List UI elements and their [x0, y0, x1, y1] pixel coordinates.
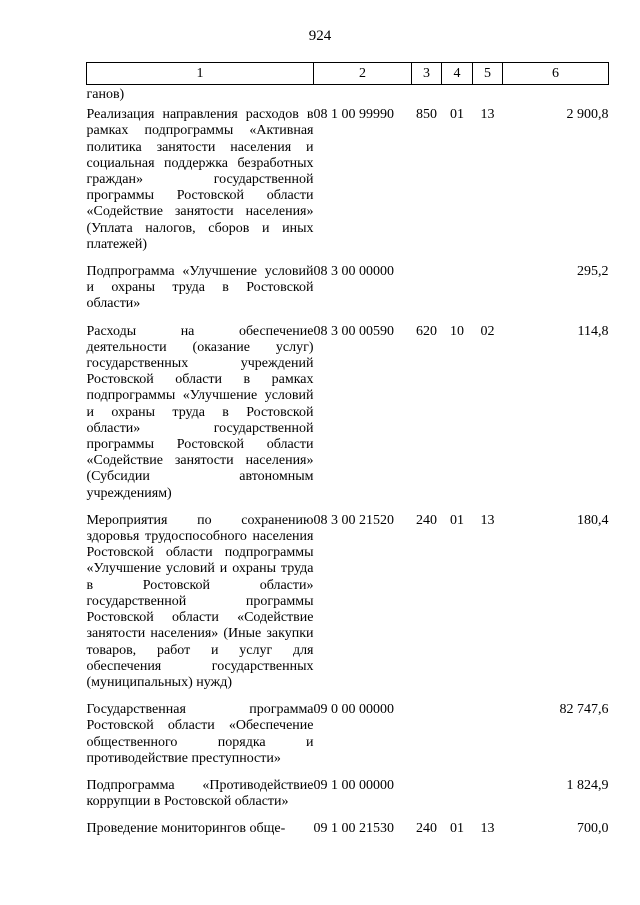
page-number: 924: [308, 28, 332, 44]
row-c4: [442, 778, 473, 821]
header-row: [87, 63, 609, 85]
row-code: 08 3 00 00000: [313, 264, 394, 280]
row-amount: 295,2: [577, 264, 609, 280]
row-amount: 2 900,8: [566, 107, 609, 123]
row-c3: 240: [416, 512, 437, 528]
budget-table: [86, 62, 609, 849]
column-header: 2: [314, 63, 412, 85]
row-c3: 240: [416, 821, 437, 837]
row-code: 08 3 00 21520: [313, 512, 394, 528]
row-amount: 1 824,9: [566, 777, 609, 793]
table-row: [87, 324, 609, 513]
row-description: ганов): [86, 87, 125, 102]
row-code: 08 1 00 99990: [313, 107, 394, 123]
row-c3: 620: [416, 323, 437, 339]
column-header: 4: [442, 63, 473, 85]
row-c5: 13: [480, 512, 495, 528]
row-code: 09 1 00 21530: [313, 821, 394, 837]
column-header: 3: [412, 63, 442, 85]
table-row: [87, 85, 609, 108]
row-c5: 02: [480, 323, 495, 339]
row-c5: [473, 85, 503, 108]
row-amount: 700,0: [577, 821, 609, 837]
table-row: [87, 107, 609, 264]
row-c5: [473, 264, 503, 324]
row-c4: 10: [450, 323, 464, 339]
row-amount: 180,4: [577, 512, 609, 528]
row-c5: 13: [480, 821, 495, 837]
row-description: Проведение мониторингов обще-: [86, 821, 286, 837]
row-code: 08 3 00 00590: [313, 323, 394, 339]
table-row: [87, 778, 609, 821]
row-c5: 13: [480, 107, 495, 123]
row-code: 09 1 00 00000: [313, 777, 394, 793]
row-c4: [442, 85, 473, 108]
row-c3: [412, 778, 442, 821]
row-c4: [442, 702, 473, 778]
column-header: 6: [503, 63, 609, 85]
row-amount: 114,8: [577, 323, 609, 339]
row-c3: [412, 702, 442, 778]
row-c3: [412, 85, 442, 108]
row-description: Расходы на обеспечение деятельности (оказание услуг) государственных учреждений Ростовской области в рамках подпрограммы «Улучшение условий и охраны труда в Ростовской области» государственной программы Ростовской области «Содействие занятости населения» (Субсидии автономным учреждениям): [86, 323, 314, 501]
row-description: Мероприятия по сохранению здоровья трудоспособного населения Ростовской области подпрограммы «Улучшение условий и охраны труда в Ростовской области» государственной программы Ростовской области «Содействие занятости населения» (Иные закупки товаров, работ и услуг для обеспечения государственных (муниципальных) нужд): [86, 512, 314, 690]
table-row: [87, 264, 609, 324]
row-code: 09 0 00 00000: [313, 702, 394, 718]
row-c4: 01: [450, 107, 464, 123]
row-description: Подпрограмма «Противодействие коррупции в Ростовской области»: [86, 777, 314, 810]
row-description: Подпрограмма «Улучшение условий и охраны труда в Ростовской области»: [86, 264, 314, 312]
row-c4: [442, 264, 473, 324]
row-c4: 01: [450, 512, 464, 528]
row-description: Реализация направления расходов в рамках подпрограммы «Активная политика занятости населения и социальная поддержка безработных граждан» государственной программы Ростовской области «Содействие занятости населения» (Уплата налогов, сборов и иных платежей): [86, 107, 314, 252]
row-c5: [473, 702, 503, 778]
row-c3: [412, 264, 442, 324]
row-code: [314, 85, 412, 108]
row-c3: 850: [416, 107, 437, 123]
row-c5: [473, 778, 503, 821]
column-header: 5: [473, 63, 503, 85]
table-row: [87, 821, 609, 848]
row-description: Государственная программа Ростовской области «Обеспечение общественного порядка и противодействие преступности»: [86, 702, 314, 766]
table-row: [87, 513, 609, 702]
table-row: [87, 702, 609, 778]
row-amount: [503, 85, 609, 108]
row-amount: 82 747,6: [559, 702, 609, 718]
column-header: 1: [87, 63, 314, 85]
row-c4: 01: [450, 821, 464, 837]
